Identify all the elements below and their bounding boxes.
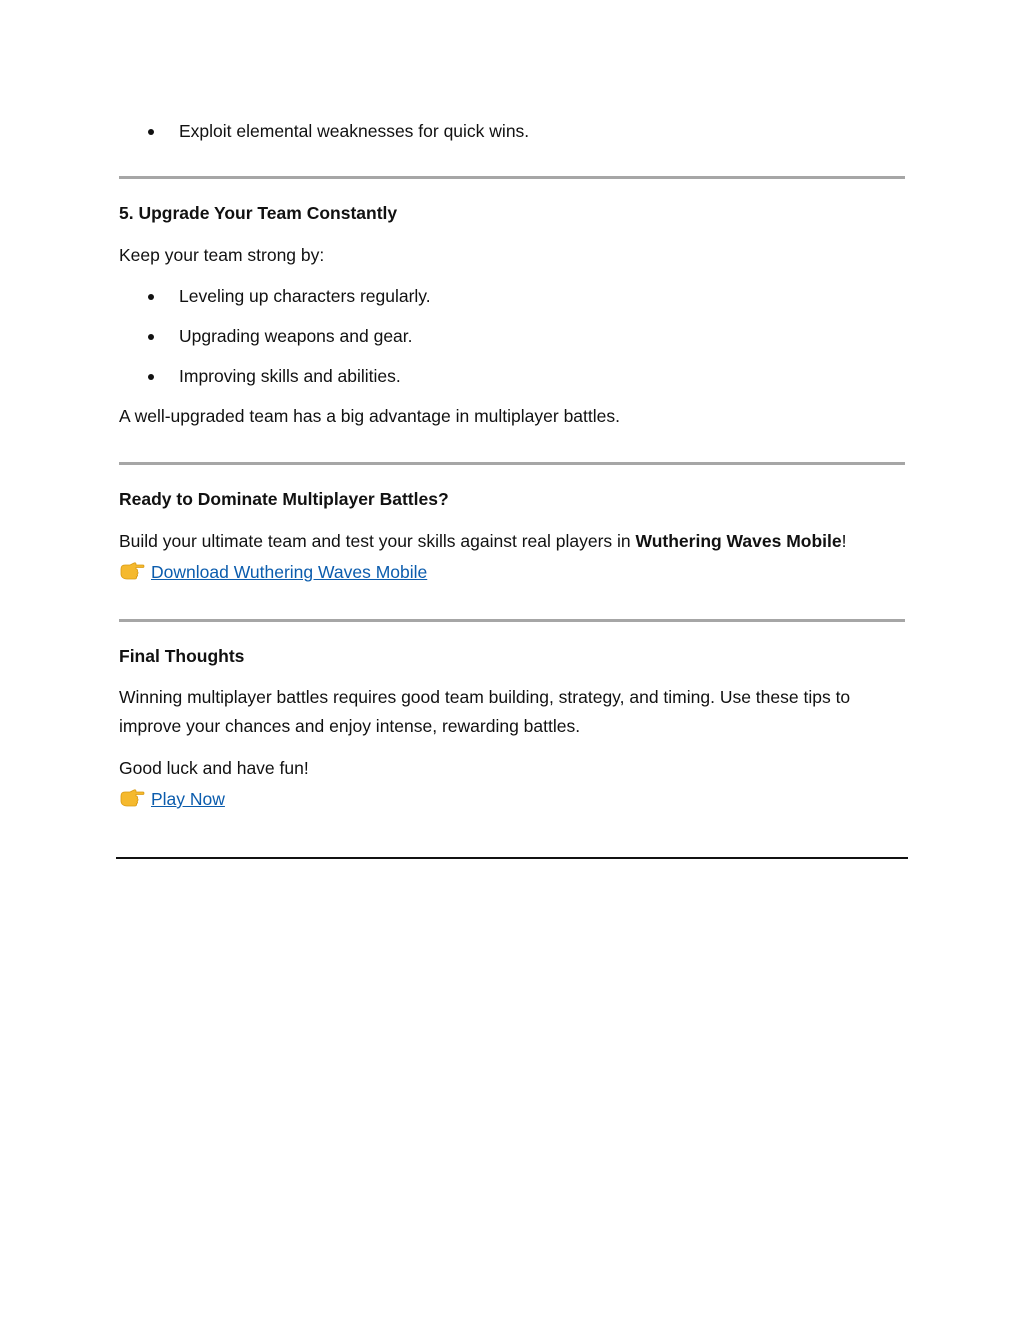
section-intro: Keep your team strong by:	[119, 245, 325, 265]
horizontal-rule	[119, 462, 905, 465]
horizontal-rule	[119, 176, 905, 179]
pointing-hand-icon	[119, 560, 145, 582]
bullet-icon	[148, 129, 154, 135]
cta-heading: Ready to Dominate Multiplayer Battles?	[119, 489, 449, 509]
section-heading: 5. Upgrade Your Team Constantly	[119, 203, 398, 223]
horizontal-rule	[116, 857, 908, 859]
bullet-icon	[148, 374, 154, 380]
final-paragraph: Winning multiplayer battles requires good team building, strategy, and timing. Use these tips to improve your chances and enjoy intense, rewarding battles.	[119, 687, 851, 736]
closing-text: Good luck and have fun!	[119, 758, 309, 778]
bullet-icon	[148, 334, 154, 340]
play-now-link[interactable]: Play Now	[151, 789, 225, 809]
section-outro: A well-upgraded team has a big advantage in multiplayer battles.	[119, 406, 620, 426]
bullet-icon	[148, 294, 154, 300]
download-link[interactable]: Download Wuthering Waves Mobile	[151, 562, 428, 582]
pointing-hand-icon	[119, 787, 145, 809]
final-heading: Final Thoughts	[119, 646, 245, 666]
horizontal-rule	[119, 619, 905, 622]
cta-paragraph: Build your ultimate team and test your skills against real players in Wuthering Waves Mobile!	[119, 531, 847, 551]
game-name: Wuthering Waves Mobile	[635, 531, 842, 551]
